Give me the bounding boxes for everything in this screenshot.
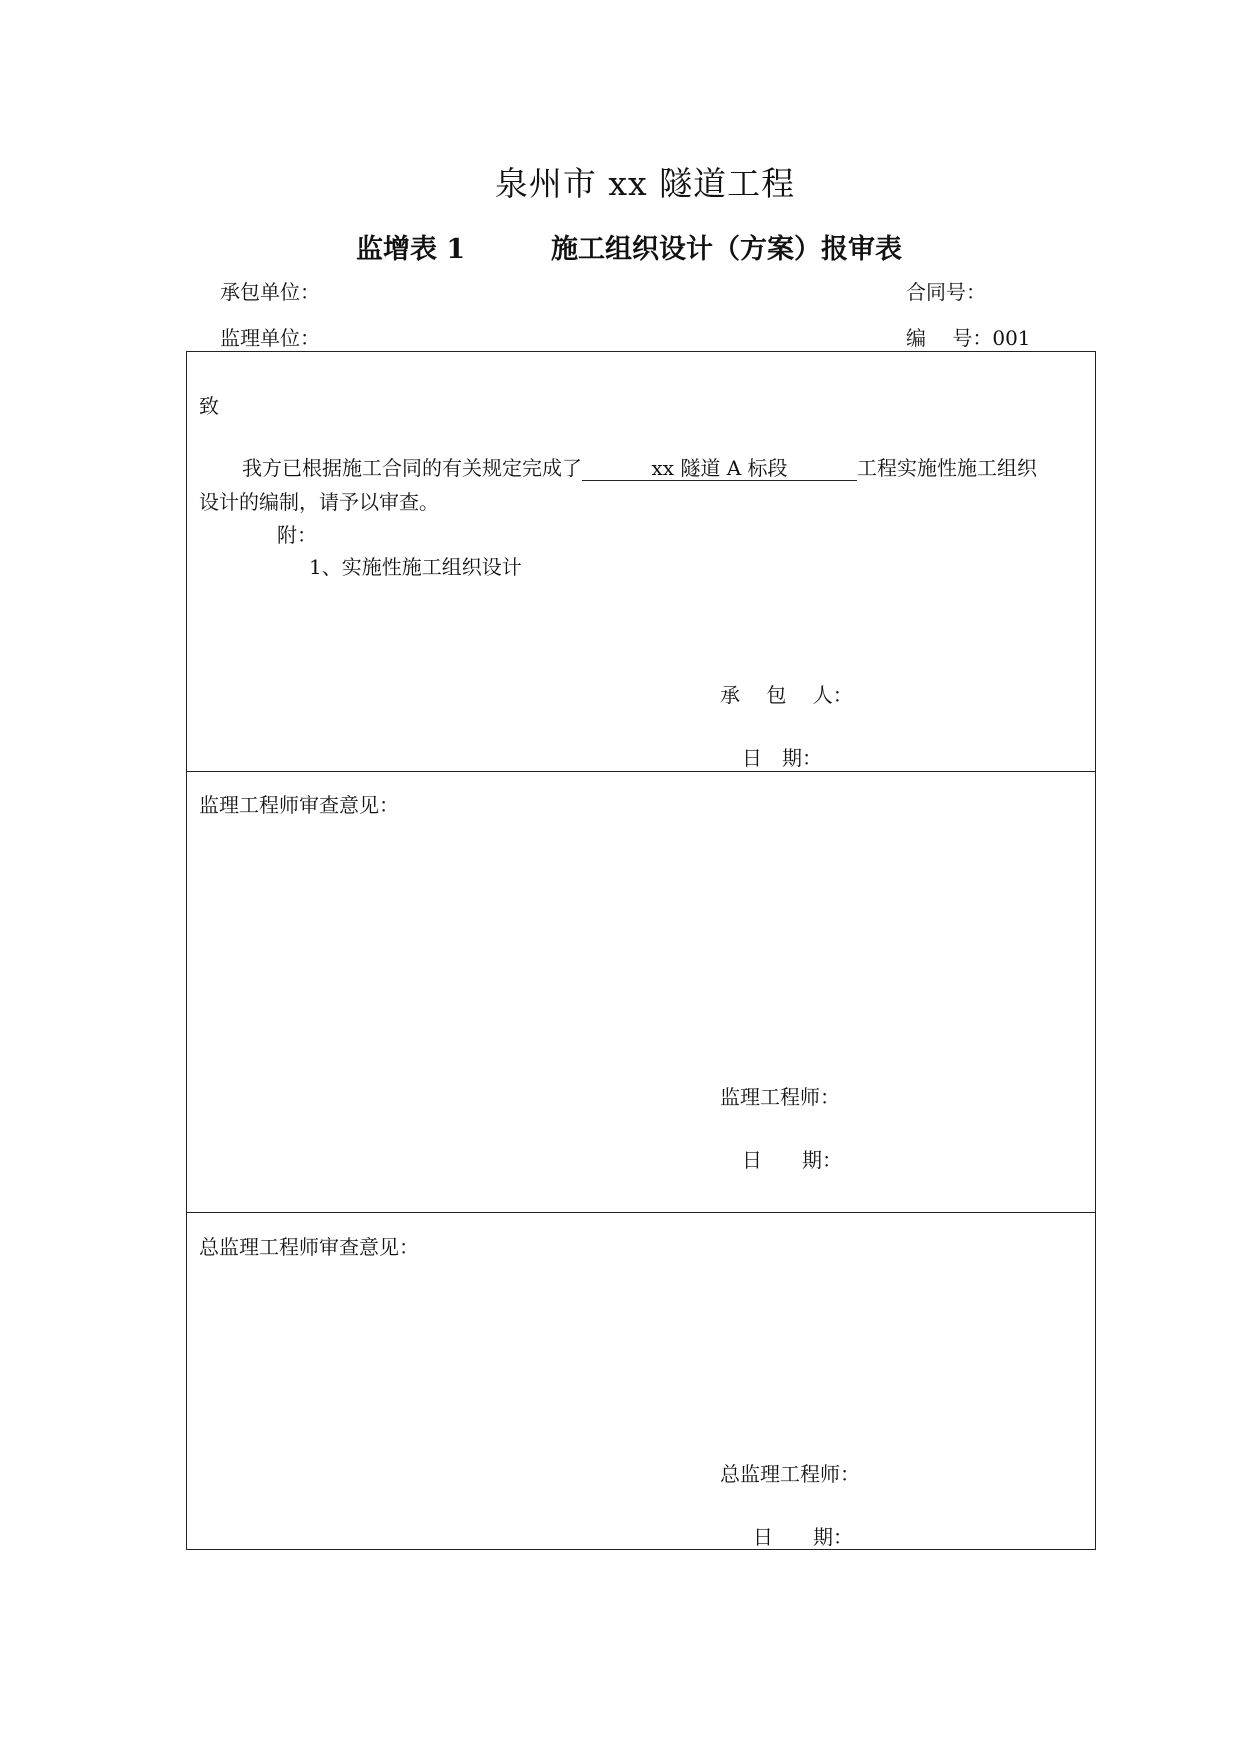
engineer-date-label: 日 期：	[742, 1148, 842, 1172]
supervisor-unit-label: 监理单位：	[220, 326, 320, 350]
serial-number	[906, 322, 1031, 351]
submission-body-suffix: 工程实施性施工组织	[857, 456, 1037, 480]
chief-signer-label: 总监理工程师：	[720, 1462, 860, 1486]
contractor-date-label: 日 期：	[742, 746, 822, 770]
contractor-signer-label: 承 包 人：	[720, 683, 853, 707]
contractor-unit-label: 承包单位：	[220, 280, 320, 304]
engineer-signer-label: 监理工程师：	[720, 1085, 840, 1109]
chief-opinion-label: 总监理工程师审查意见：	[199, 1235, 419, 1259]
chief-date-label: 日 期：	[753, 1525, 853, 1549]
chief-engineer-section	[187, 1213, 1095, 1551]
form-title: 施工组织设计（方案）报审表	[551, 234, 902, 265]
submission-body-prefix: 我方已根据施工合同的有关规定完成了	[242, 456, 582, 480]
form-code: 监增表 1	[356, 234, 466, 265]
attachment-item: 1、实施性施工组织设计	[309, 555, 522, 579]
project-name-field: xx 隧道 A 标段	[582, 456, 857, 481]
supervising-engineer-section	[187, 772, 1095, 1213]
to-label: 致	[199, 394, 219, 418]
contractor-submission-section	[187, 352, 1095, 772]
project-title: 泉州市 xx 隧道工程	[494, 164, 796, 203]
serial-label: 编 号：	[906, 326, 993, 350]
review-form-table	[186, 351, 1096, 1550]
submission-body-line2: 设计的编制，请予以审查。	[199, 490, 439, 514]
attachment-label: 附：	[277, 523, 317, 547]
engineer-opinion-label: 监理工程师审查意见：	[199, 793, 399, 817]
contract-no-label: 合同号：	[906, 280, 986, 304]
serial-value: 001	[992, 326, 1031, 350]
submission-body-line1	[242, 452, 1037, 481]
